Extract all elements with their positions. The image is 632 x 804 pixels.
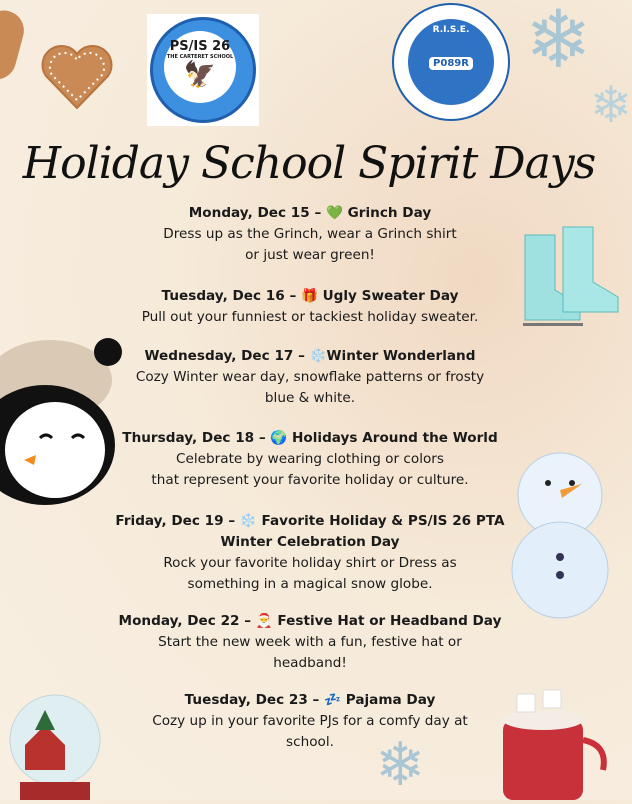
day-description: Cozy up in your favorite PJs for a comfy day at	[152, 713, 468, 729]
logo-school: PS/IS 26	[169, 39, 231, 54]
day-description: something in a magical snow globe.	[187, 576, 433, 592]
page-title: Holiday School Spirit Days	[22, 138, 596, 189]
day-description: headband!	[273, 655, 347, 671]
day-description: Pull out your funniest or tackiest holiday sweater.	[141, 309, 479, 325]
day-heading: Tuesday, Dec 16 – 🎁 Ugly Sweater Day	[161, 288, 459, 304]
logo-code: P089R	[429, 57, 473, 70]
snowflake-icon: ❄	[375, 730, 426, 800]
eagle-icon: 🦅	[183, 60, 217, 90]
day-description: Cozy Winter wear day, snowflake patterns or frosty	[135, 369, 485, 385]
day-entry	[100, 203, 520, 266]
day-description: that represent your favorite holiday or culture.	[151, 472, 469, 488]
day-description: Celebrate by wearing clothing or colors	[176, 451, 444, 467]
ice-skates-icon	[515, 225, 625, 335]
heart-cookie-icon	[38, 42, 116, 112]
logo-acronym: R.I.S.E.	[432, 25, 470, 35]
day-description: or just wear green!	[245, 247, 375, 263]
day-entry	[100, 428, 520, 491]
day-heading: Friday, Dec 19 – ❄️ Favorite Holiday & PS/IS 26 PTA	[115, 513, 505, 529]
day-heading: Monday, Dec 15 – 💚 Grinch Day	[188, 205, 432, 221]
snowflake-icon: ❄	[525, 0, 593, 86]
day-heading: Wednesday, Dec 17 – ❄️Winter Wonderland	[144, 348, 476, 364]
day-entry	[100, 511, 520, 595]
day-entry	[100, 611, 520, 674]
day-description: Start the new week with a fun, festive hat or	[158, 634, 462, 650]
ps-is-26-logo	[147, 14, 259, 126]
day-heading: Thursday, Dec 18 – 🌍 Holidays Around the World	[122, 430, 498, 446]
day-heading: Tuesday, Dec 23 – 💤 Pajama Day	[184, 692, 436, 708]
logo-subtitle: THE CARTERET SCHOOL	[166, 54, 234, 60]
day-entry	[100, 286, 520, 328]
day-entry	[100, 346, 520, 409]
rise-academy-logo	[392, 3, 510, 121]
day-heading-continued: Winter Celebration Day	[220, 534, 400, 550]
day-description: Dress up as the Grinch, wear a Grinch shirt	[163, 226, 457, 242]
snow-globe-icon	[5, 690, 105, 800]
snowflake-icon: ❄	[590, 76, 632, 134]
day-entry	[100, 690, 520, 753]
day-heading: Monday, Dec 22 – 🎅 Festive Hat or Headband Day	[118, 613, 502, 629]
heart-cookie-icon	[0, 6, 28, 84]
day-description: blue & white.	[264, 390, 356, 406]
day-description: school.	[286, 734, 334, 750]
day-description: Rock your favorite holiday shirt or Dress as	[163, 555, 457, 571]
